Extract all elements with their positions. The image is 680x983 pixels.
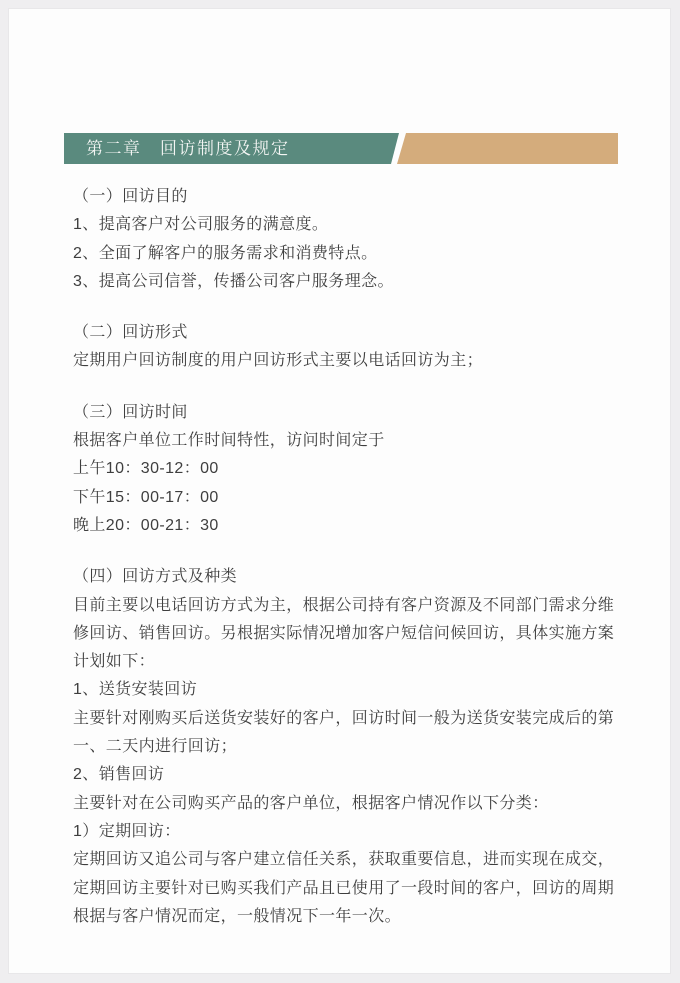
text-line: 根据客户单位工作时间特性，访问时间定于 <box>73 432 385 450</box>
section-heading: （一）回访目的 <box>73 188 188 205</box>
section-visit-purpose <box>73 183 629 296</box>
text-line: 晚上20：00-21：30 <box>73 516 219 534</box>
section-heading: （三）回访时间 <box>73 403 188 421</box>
text-line: 主要针对刚购买后送货安装好的客户，回访时间一般为送货安装完成后的第 <box>73 709 615 727</box>
text-line: 1）定期回访： <box>73 822 181 840</box>
text-line: 上午10：30-12：00 <box>73 460 219 478</box>
document-page <box>8 8 671 974</box>
text-line: 主要针对在公司购买产品的客户单位，根据客户情况作以下分类： <box>73 794 549 812</box>
text-line: 定期回访主要针对已购买我们产品且已使用了一段时间的客户，回访的周期 <box>73 879 615 897</box>
section-heading: （四）回访方式及种类 <box>73 568 238 586</box>
text-line: 2、销售回访 <box>73 766 165 784</box>
chapter-title: 第二章 回访制度及规定 <box>86 139 290 158</box>
section-heading: （二）回访形式 <box>73 324 188 342</box>
text-line: 1、提高客户对公司服务的满意度。 <box>73 216 329 234</box>
document-body <box>73 183 629 931</box>
section-visit-methods <box>73 563 629 931</box>
text-line: 修回访、销售回访。另根据实际情况增加客户短信问候回访，具体实施方案 <box>73 624 615 642</box>
section-visit-form <box>73 319 629 376</box>
section-visit-time <box>73 399 629 540</box>
text-line: 根据与客户情况而定，一般情况下一年一次。 <box>73 907 402 925</box>
text-line: 下午15：00-17：00 <box>73 488 219 506</box>
chapter-banner <box>64 133 618 164</box>
text-line: 目前主要以电话回访方式为主，根据公司持有客户资源及不同部门需求分维 <box>73 596 615 614</box>
text-line: 3、提高公司信誉，传播公司客户服务理念。 <box>73 272 394 290</box>
text-line: 计划如下： <box>73 653 156 671</box>
text-line: 一、二天内进行回访； <box>73 738 238 756</box>
text-line: 2、全面了解客户的服务需求和消费特点。 <box>73 244 378 262</box>
text-line: 定期用户回访制度的用户回访形式主要以电话回访为主； <box>73 352 484 370</box>
text-line: 1、送货安装回访 <box>73 681 198 699</box>
text-line: 定期回访又追公司与客户建立信任关系，获取重要信息，进而实现在成交， <box>73 851 615 869</box>
